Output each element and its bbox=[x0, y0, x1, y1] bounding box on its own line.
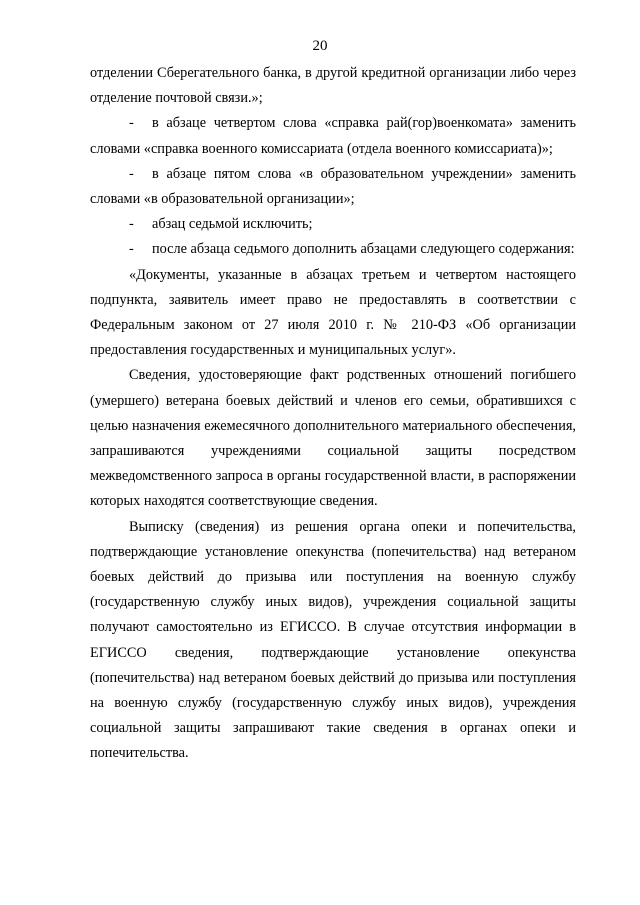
list-item bbox=[90, 212, 576, 237]
list-item-text: в абзаце четвертом слова «справка рай(гор)военкомата» заменить словами «справка военного комиссариата (отдела военного комиссариата)»; bbox=[90, 115, 576, 157]
paragraph: Выписку (сведения) из решения органа опеки и попечительства, подтверждающие установление опекунства (попечительства) над ветераном боевых действий до призыва или поступления на военную службу (государственную службу иных видов), учреждения социальной защиты получают самостоятельно из ЕГИССО. В случае отсутствия информации в ЕГИССО сведения, подтверждающие установление опекунства (попечительства) над ветераном боевых действий до призыва или поступления на военную службу (государственную службу иных видов), учреждения социальной защиты запрашивают такие сведения в органах опеки и попечительства. bbox=[90, 518, 576, 762]
bullet-dash: - bbox=[129, 241, 134, 258]
list-item-text: после абзаца седьмого дополнить абзацами следующего содержания: bbox=[152, 241, 575, 258]
page-number: 20 bbox=[312, 38, 328, 54]
list-item bbox=[90, 237, 576, 262]
document-body bbox=[90, 61, 576, 767]
paragraph-continuation: отделении Сберегательного банка, в другой кредитной организации либо через отделение почтовой связи.»; bbox=[90, 65, 576, 107]
bullet-dash: - bbox=[129, 115, 134, 132]
list-item bbox=[90, 111, 576, 161]
list-item-text: абзац седьмой исключить; bbox=[152, 216, 313, 233]
paragraph: Сведения, удостоверяющие факт родственных отношений погибшего (умершего) ветерана боевых действий и членов его семьи, обратившихся с целью назначения ежемесячного дополнительного материального обеспечения, запрашиваются учреждениями социальной защиты посредством межведомственного запроса в органы государственной власти, в распоряжении которых находятся соответствующие сведения. bbox=[90, 367, 576, 510]
bullet-dash: - bbox=[129, 216, 134, 233]
list-item bbox=[90, 162, 576, 212]
bullet-dash: - bbox=[129, 165, 134, 182]
paragraph: «Документы, указанные в абзацах третьем и четвертом настоящего подпункта, заявитель имеет право не предоставлять в соответствии с Федеральным законом от 27 июля 2010 г. № 210-ФЗ «Об организации предоставления государственных и муниципальных услуг». bbox=[90, 266, 576, 359]
list-item-text: в абзаце пятом слова «в образовательном учреждении» заменить словами «в образовательной организации»; bbox=[90, 165, 576, 208]
